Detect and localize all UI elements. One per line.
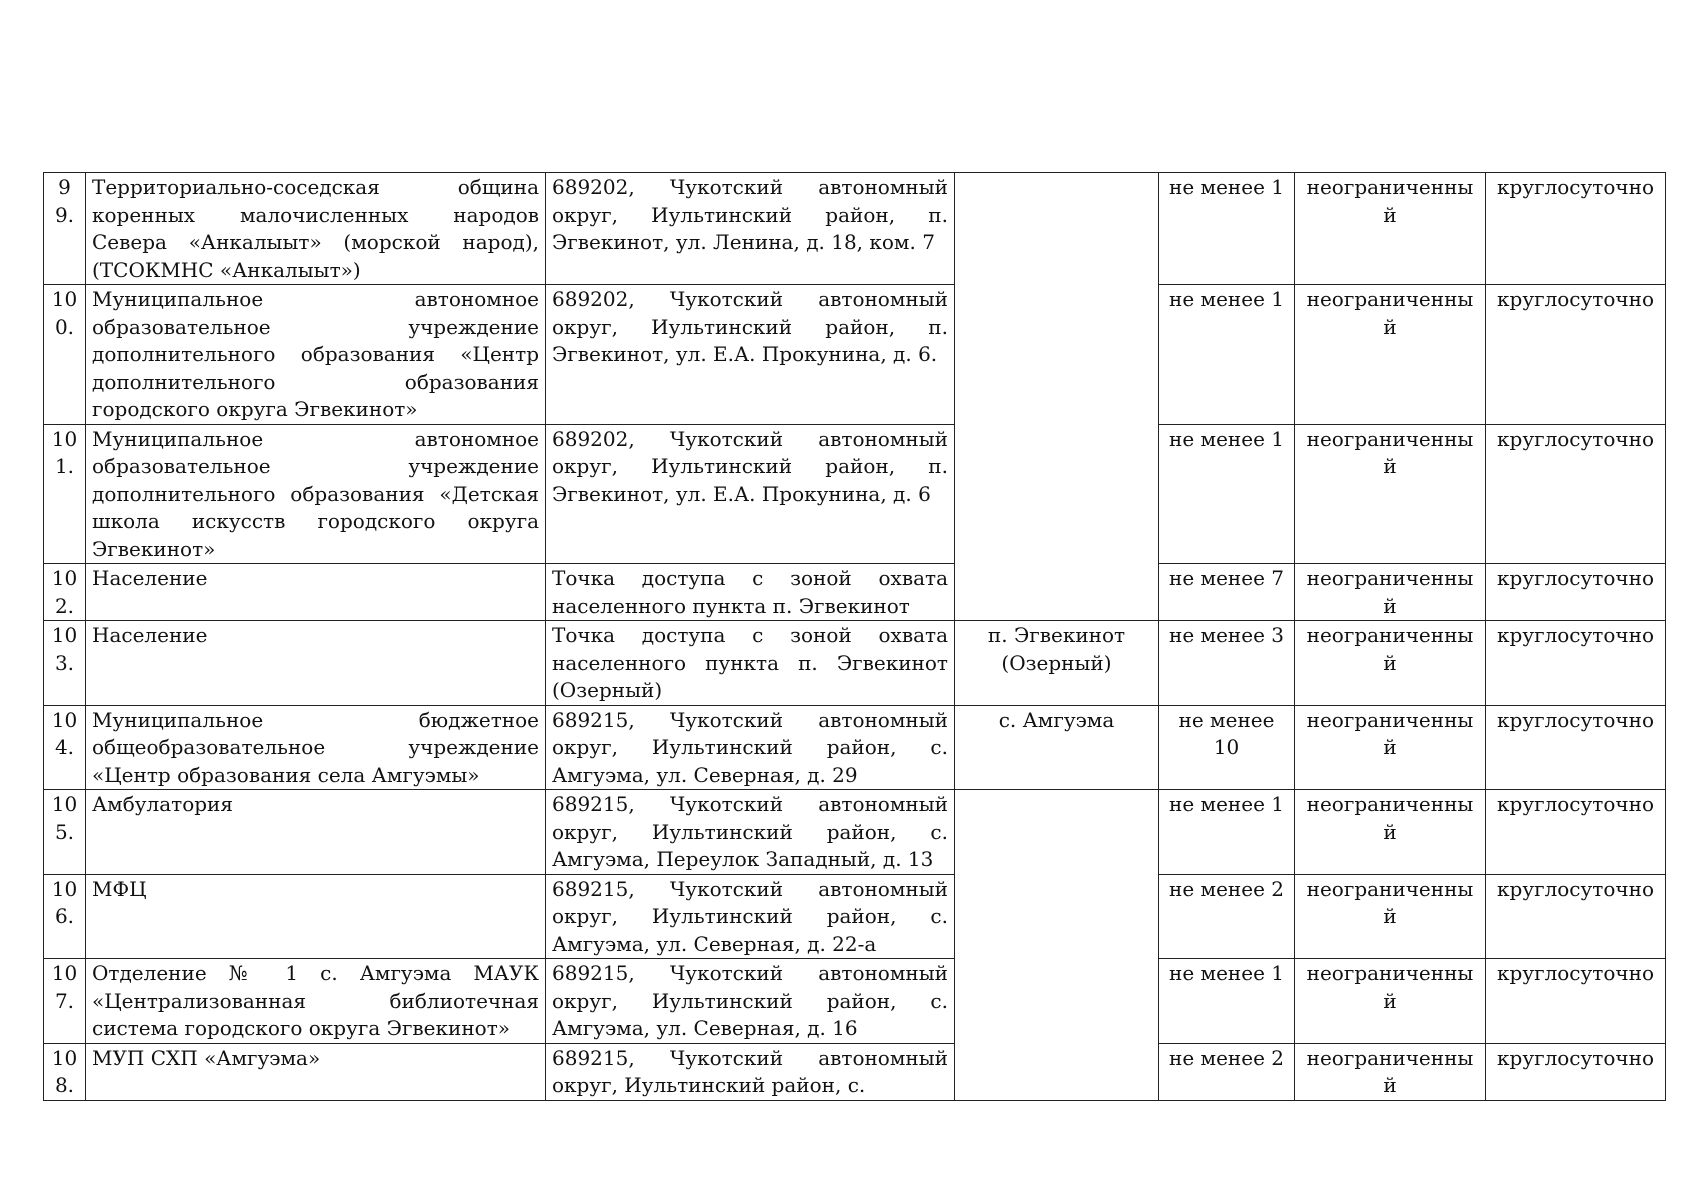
quantity: не менее 1 (1159, 790, 1295, 875)
location: п. Эгвекинот (Озерный) (955, 621, 1159, 706)
quantity: не менее 2 (1159, 874, 1295, 959)
quantity: не менее 2 (1159, 1043, 1295, 1100)
work-time: круглосуточно (1486, 285, 1666, 425)
row-number: 107. (44, 959, 86, 1044)
speed: неограниченный (1295, 874, 1486, 959)
work-time: круглосуточно (1486, 705, 1666, 790)
address: 689202, Чукотский автономный округ, Иультинский район, п. Эгвекинот, ул. Ленина, д. 18, ком. 7 (546, 173, 955, 285)
speed: неограниченный (1295, 564, 1486, 621)
work-time: круглосуточно (1486, 424, 1666, 564)
address: 689215, Чукотский автономный округ, Иультинский район, с. Амгуэма, ул. Северная, д. 29 (546, 705, 955, 790)
row-number: 108. (44, 1043, 86, 1100)
table-row (44, 705, 1666, 790)
address: 689215, Чукотский автономный округ, Иультинский район, с. Амгуэма, ул. Северная, д. 16 (546, 959, 955, 1044)
address: 689215, Чукотский автономный округ, Иультинский район, с. Амгуэма, ул. Северная, д. 22-а (546, 874, 955, 959)
quantity: не менее 1 (1159, 173, 1295, 285)
work-time: круглосуточно (1486, 790, 1666, 875)
row-number: 105. (44, 790, 86, 875)
organization-name: Отделение № 1 с. Амгуэма МАУК «Централизованная библиотечная система городского округа Эгвекинот» (86, 959, 546, 1044)
quantity: не менее 7 (1159, 564, 1295, 621)
speed: неограниченный (1295, 424, 1486, 564)
speed: неограниченный (1295, 173, 1486, 285)
table-row (44, 285, 1666, 425)
work-time: круглосуточно (1486, 874, 1666, 959)
quantity: не менее 10 (1159, 705, 1295, 790)
work-time: круглосуточно (1486, 173, 1666, 285)
speed: неограниченный (1295, 285, 1486, 425)
organization-name: Муниципальное автономное образовательное учреждение дополнительного образования «Детская школа искусств городского округа Эгвекинот» (86, 424, 546, 564)
row-number: 100. (44, 285, 86, 425)
table-row (44, 959, 1666, 1044)
table-row (44, 1043, 1666, 1100)
location-cell (955, 173, 1159, 621)
work-time: круглосуточно (1486, 1043, 1666, 1100)
row-number: 103. (44, 621, 86, 706)
work-time: круглосуточно (1486, 959, 1666, 1044)
address: Точка доступа с зоной охвата населенного пункта п. Эгвекинот (546, 564, 955, 621)
row-number: 106. (44, 874, 86, 959)
quantity: не менее 3 (1159, 621, 1295, 706)
organization-name: Территориально-соседская община коренных малочисленных народов Севера «Анкалыыт» (морской народ), (ТСОКМНС «Анкалыыт») (86, 173, 546, 285)
row-number: 102. (44, 564, 86, 621)
location: с. Амгуэма (955, 705, 1159, 790)
quantity: не менее 1 (1159, 285, 1295, 425)
speed: неограниченный (1295, 959, 1486, 1044)
address: 689215, Чукотский автономный округ, Иультинский район, с. (546, 1043, 955, 1100)
organization-name: Амбулатория (86, 790, 546, 875)
address: 689202, Чукотский автономный округ, Иультинский район, п. Эгвекинот, ул. Е.А. Прокунина, д. 6. (546, 285, 955, 425)
address: Точка доступа с зоной охвата населенного пункта п. Эгвекинот (Озерный) (546, 621, 955, 706)
row-number: 101. (44, 424, 86, 564)
organization-name: МФЦ (86, 874, 546, 959)
access-points-table (43, 172, 1666, 1101)
table-row (44, 621, 1666, 706)
organization-name: Муниципальное бюджетное общеобразовательное учреждение «Центр образования села Амгуэмы» (86, 705, 546, 790)
table-row (44, 173, 1666, 285)
speed: неограниченный (1295, 705, 1486, 790)
table-row (44, 424, 1666, 564)
row-number: 104. (44, 705, 86, 790)
work-time: круглосуточно (1486, 621, 1666, 706)
row-number: 99. (44, 173, 86, 285)
organization-name: Муниципальное автономное образовательное учреждение дополнительного образования «Центр дополнительного образования городского округа Эгвекинот» (86, 285, 546, 425)
organization-name: МУП СХП «Амгуэма» (86, 1043, 546, 1100)
speed: неограниченный (1295, 790, 1486, 875)
speed: неограниченный (1295, 621, 1486, 706)
quantity: не менее 1 (1159, 424, 1295, 564)
location-cell (955, 790, 1159, 1101)
organization-name: Население (86, 564, 546, 621)
table-row (44, 564, 1666, 621)
address: 689215, Чукотский автономный округ, Иультинский район, с. Амгуэма, Переулок Западный, д. 13 (546, 790, 955, 875)
organization-name: Население (86, 621, 546, 706)
work-time: круглосуточно (1486, 564, 1666, 621)
address: 689202, Чукотский автономный округ, Иультинский район, п. Эгвекинот, ул. Е.А. Прокунина, д. 6 (546, 424, 955, 564)
quantity: не менее 1 (1159, 959, 1295, 1044)
table-row (44, 874, 1666, 959)
table-row (44, 790, 1666, 875)
speed: неограниченный (1295, 1043, 1486, 1100)
